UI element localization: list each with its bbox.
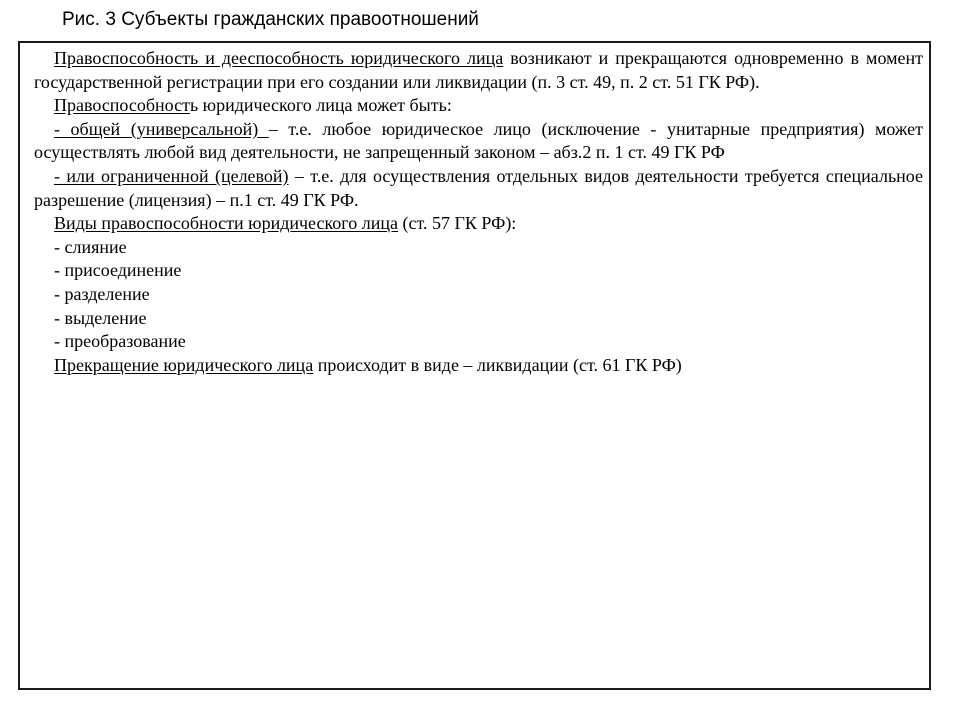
list-item-transformation: - преобразование <box>54 331 186 352</box>
list-item-accession: - присоединение <box>54 260 182 281</box>
list-item-division: - разделение <box>54 283 150 304</box>
paragraph-limited-capacity <box>34 165 923 212</box>
document-body <box>34 47 923 377</box>
underlined-term: - или ограниченной (целевой) <box>54 165 289 186</box>
underlined-term: Правоспособность и дееспособность юридического лица <box>54 48 504 68</box>
paragraph-text: – т.е. для осуществления отдельных видов деятельности требуется специальное разрешение (лицензия) – п.1 ст. 49 ГК РФ. <box>34 165 923 210</box>
list-item-merger: - слияние <box>54 236 127 257</box>
paragraph-capacity-types <box>34 94 923 118</box>
underlined-term: - общей (универсальной) <box>54 118 269 139</box>
paragraph-text: происходит в виде – ликвидации (ст. 61 ГК РФ) <box>313 354 682 375</box>
underlined-term: Прекращение юридического лица <box>54 354 314 375</box>
paragraph-legal-capacity <box>34 47 923 94</box>
paragraph-text: ь юридического лица может быть: <box>189 95 452 116</box>
figure-caption: Рис. 3 Субъекты гражданских правоотношений <box>62 9 479 30</box>
paragraph-termination <box>34 354 923 378</box>
paragraph-kinds <box>34 212 923 236</box>
paragraph-text: (ст. 57 ГК РФ): <box>397 213 517 234</box>
paragraph-general-capacity <box>34 118 923 165</box>
list-item-separation: - выделение <box>54 307 147 328</box>
underlined-term: Виды правоспособности юридического лица <box>54 213 398 234</box>
underlined-term: Правоспособност <box>54 95 190 116</box>
paragraph-text: возникают и прекращаются одновременно в момент государственной регистрации при его создании или ликвидации (п. 3 ст. 49, п. 2 ст. 51 ГК РФ). <box>34 48 923 92</box>
paragraph-text: – т.е. любое юридическое лицо (исключение - унитарные предприятия) может осуществлять любой вид деятельности, не запрещенный законом – абз.2 п. 1 ст. 49 ГК РФ <box>34 118 923 163</box>
